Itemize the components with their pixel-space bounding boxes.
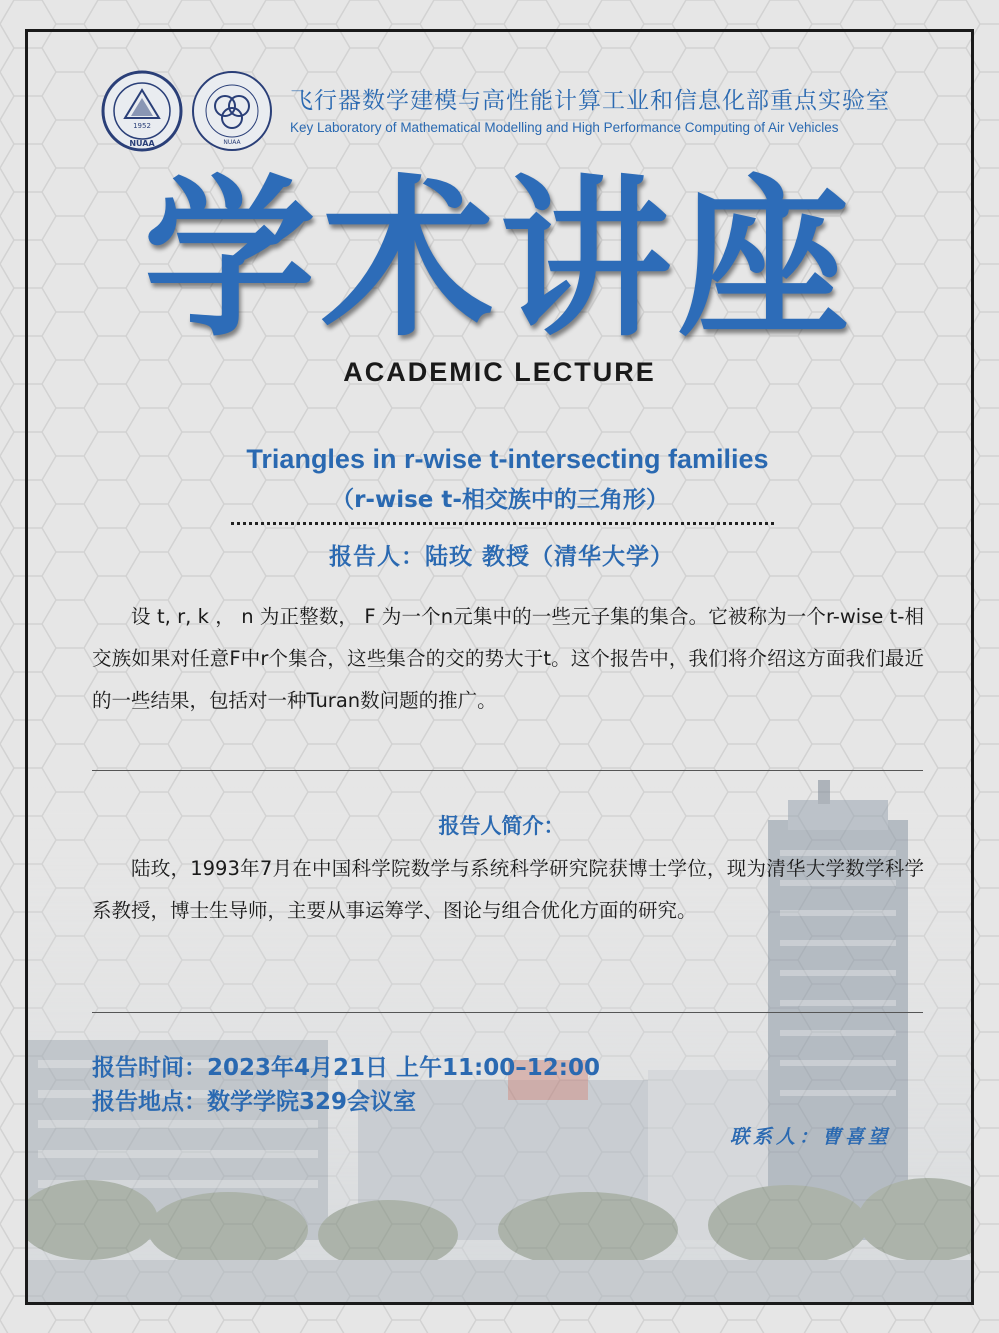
logo1-year: 1952	[133, 122, 151, 130]
abstract-text: 设 t, r, k ， n 为正整数， F 为一个n元集中的一些元子集的集合。它被称为一个r-wise t-相交族如果对任意F中r个集合，这些集合的交的势大于t。这个报告中，我们将介绍这方面我们最近的一些结果，包括对一种Turan数问题的推广。	[92, 605, 924, 712]
nuaa-university-logo	[101, 70, 183, 152]
lab-name-english: Key Laboratory of Mathematical Modelling and High Performance Computing of Air Vehicles	[290, 120, 839, 135]
bio-heading: 报告人简介：	[438, 814, 565, 838]
logo2-label: NUAA	[223, 139, 241, 146]
section-divider	[92, 770, 923, 771]
subtitle: ACADEMIC LECTURE	[343, 357, 656, 387]
talk-title-english: Triangles in r-wise t-intersecting families	[246, 444, 769, 474]
lab-name-chinese: 飞行器数学建模与高性能计算工业和信息化部重点实验室	[290, 88, 890, 114]
dotted-divider	[231, 522, 774, 525]
talk-title-chinese: （r-wise t-相交族中的三角形）	[331, 487, 669, 513]
logo1-label: NUAA	[129, 139, 155, 148]
section-divider	[92, 1012, 923, 1013]
speaker-line: 报告人：陆玫 教授（清华大学）	[328, 544, 674, 570]
main-title: 学术讲座	[143, 159, 856, 360]
lecture-time: 报告时间：2023年4月21日 上午11:00–12:00	[92, 1055, 600, 1081]
lecture-place: 报告地点：数学学院329会议室	[92, 1089, 417, 1115]
lab-logo	[191, 70, 273, 152]
contact-person: 联系人：曹喜望	[730, 1126, 892, 1148]
bio-text: 陆玫，1993年7月在中国科学院数学与系统科学研究院获博士学位，现为清华大学数学科学系教授，博士生导师，主要从事运筹学、图论与组合优化方面的研究。	[92, 857, 924, 922]
